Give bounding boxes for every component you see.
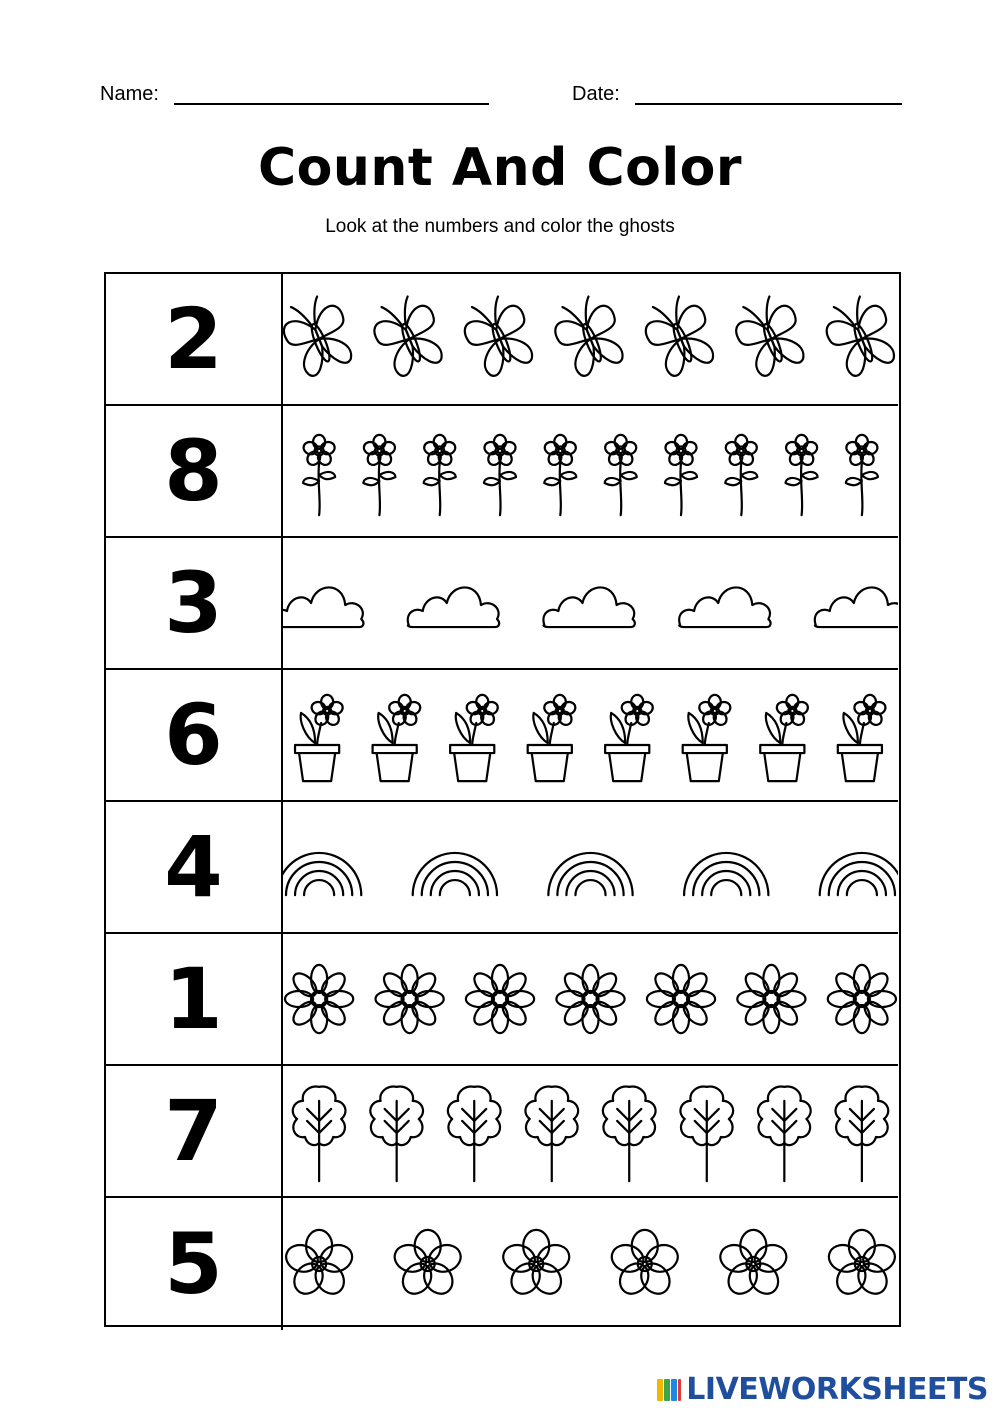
row-number: 6 [106, 670, 283, 800]
tree-icon[interactable] [448, 1087, 501, 1182]
flower-stem-icon[interactable] [543, 435, 577, 515]
logo-bar [678, 1379, 681, 1401]
picture-cell [283, 670, 898, 800]
picture-cell [283, 1066, 898, 1196]
count-grid [104, 272, 901, 1327]
flower-icon-group [283, 1198, 898, 1330]
tree-icon[interactable] [370, 1087, 423, 1182]
rainbow-icon-group [283, 802, 898, 932]
rainbow-icon[interactable] [820, 853, 898, 895]
row-number: 5 [106, 1198, 283, 1330]
flower-stem-icon[interactable] [845, 435, 879, 515]
cloud-icon[interactable] [679, 587, 770, 627]
flower-icon[interactable] [825, 1230, 898, 1299]
rainbow-icon[interactable] [548, 853, 632, 895]
butterfly-icon[interactable] [366, 290, 450, 380]
date-label: Date: [572, 83, 620, 105]
row-number: 4 [106, 802, 283, 932]
flower-stem-icon-group [283, 406, 898, 536]
row-number: 7 [106, 1066, 283, 1196]
daisy-icon[interactable] [556, 965, 624, 1033]
potted-flower-icon[interactable] [373, 695, 422, 781]
flower-icon[interactable] [391, 1230, 464, 1299]
potted-flower-icon[interactable] [838, 695, 887, 781]
grid-row [106, 274, 898, 406]
flower-icon[interactable] [500, 1230, 573, 1299]
butterfly-icon[interactable] [547, 290, 631, 380]
cloud-icon[interactable] [543, 587, 634, 627]
daisy-icon[interactable] [466, 965, 534, 1033]
tree-icon[interactable] [603, 1087, 656, 1182]
row-number: 3 [106, 538, 283, 668]
grid-row [106, 670, 898, 802]
daisy-icon[interactable] [828, 965, 896, 1033]
butterfly-icon[interactable] [457, 290, 541, 380]
liveworksheets-logo [656, 1372, 988, 1407]
butterfly-icon[interactable] [728, 290, 812, 380]
grid-row [106, 802, 898, 934]
flower-stem-icon[interactable] [362, 435, 396, 515]
cloud-icon[interactable] [815, 587, 898, 627]
butterfly-icon[interactable] [638, 290, 722, 380]
potted-flower-icon[interactable] [295, 695, 344, 781]
logo-bar [664, 1379, 670, 1401]
logo-bar [657, 1379, 663, 1401]
picture-cell [283, 1198, 898, 1330]
picture-cell [283, 538, 898, 668]
flower-icon[interactable] [608, 1230, 681, 1299]
flower-icon[interactable] [283, 1230, 356, 1299]
tree-icon[interactable] [836, 1087, 889, 1182]
logo-bar [671, 1379, 677, 1401]
daisy-icon[interactable] [285, 965, 353, 1033]
name-label: Name: [100, 83, 159, 105]
tree-icon[interactable] [293, 1087, 346, 1182]
tree-icon[interactable] [758, 1087, 811, 1182]
cloud-icon[interactable] [283, 587, 363, 627]
potted-flower-icon-group [283, 670, 898, 800]
grid-row [106, 538, 898, 670]
tree-icon[interactable] [680, 1087, 733, 1182]
picture-cell [283, 406, 898, 536]
grid-row [106, 1198, 898, 1330]
potted-flower-icon[interactable] [528, 695, 577, 781]
instructions: Look at the numbers and color the ghosts [325, 216, 675, 237]
cloud-icon-group [283, 538, 898, 668]
butterfly-icon[interactable] [283, 290, 360, 380]
flower-stem-icon[interactable] [784, 435, 818, 515]
potted-flower-icon[interactable] [605, 695, 654, 781]
daisy-icon[interactable] [376, 965, 444, 1033]
page-title: Count And Color [257, 138, 743, 198]
rainbow-icon[interactable] [283, 853, 361, 895]
potted-flower-icon[interactable] [450, 695, 499, 781]
daisy-icon[interactable] [647, 965, 715, 1033]
grid-row [106, 406, 898, 538]
cloud-icon[interactable] [408, 587, 499, 627]
rainbow-icon[interactable] [684, 853, 768, 895]
butterfly-icon-group [283, 274, 898, 404]
tree-icon-group [283, 1066, 898, 1196]
name-line[interactable] [174, 103, 489, 105]
date-line[interactable] [635, 103, 902, 105]
tree-icon[interactable] [525, 1087, 578, 1182]
potted-flower-icon[interactable] [760, 695, 809, 781]
potted-flower-icon[interactable] [683, 695, 732, 781]
rainbow-icon[interactable] [413, 853, 497, 895]
flower-stem-icon[interactable] [664, 435, 698, 515]
row-number: 1 [106, 934, 283, 1064]
picture-cell [283, 934, 898, 1064]
row-number: 2 [106, 274, 283, 404]
picture-cell [283, 274, 898, 404]
flower-icon[interactable] [717, 1230, 790, 1299]
flower-stem-icon[interactable] [724, 435, 758, 515]
flower-stem-icon[interactable] [483, 435, 517, 515]
grid-row [106, 1066, 898, 1198]
flower-stem-icon[interactable] [302, 435, 336, 515]
brand-text: LIVEWORKSHEETS [686, 1372, 988, 1407]
liveworksheets-logo-icon [656, 1377, 682, 1403]
flower-stem-icon[interactable] [423, 435, 457, 515]
row-number: 8 [106, 406, 283, 536]
daisy-icon-group [283, 934, 898, 1064]
grid-row [106, 934, 898, 1066]
picture-cell [283, 802, 898, 932]
butterfly-icon[interactable] [818, 290, 898, 380]
daisy-icon[interactable] [737, 965, 805, 1033]
flower-stem-icon[interactable] [604, 435, 638, 515]
